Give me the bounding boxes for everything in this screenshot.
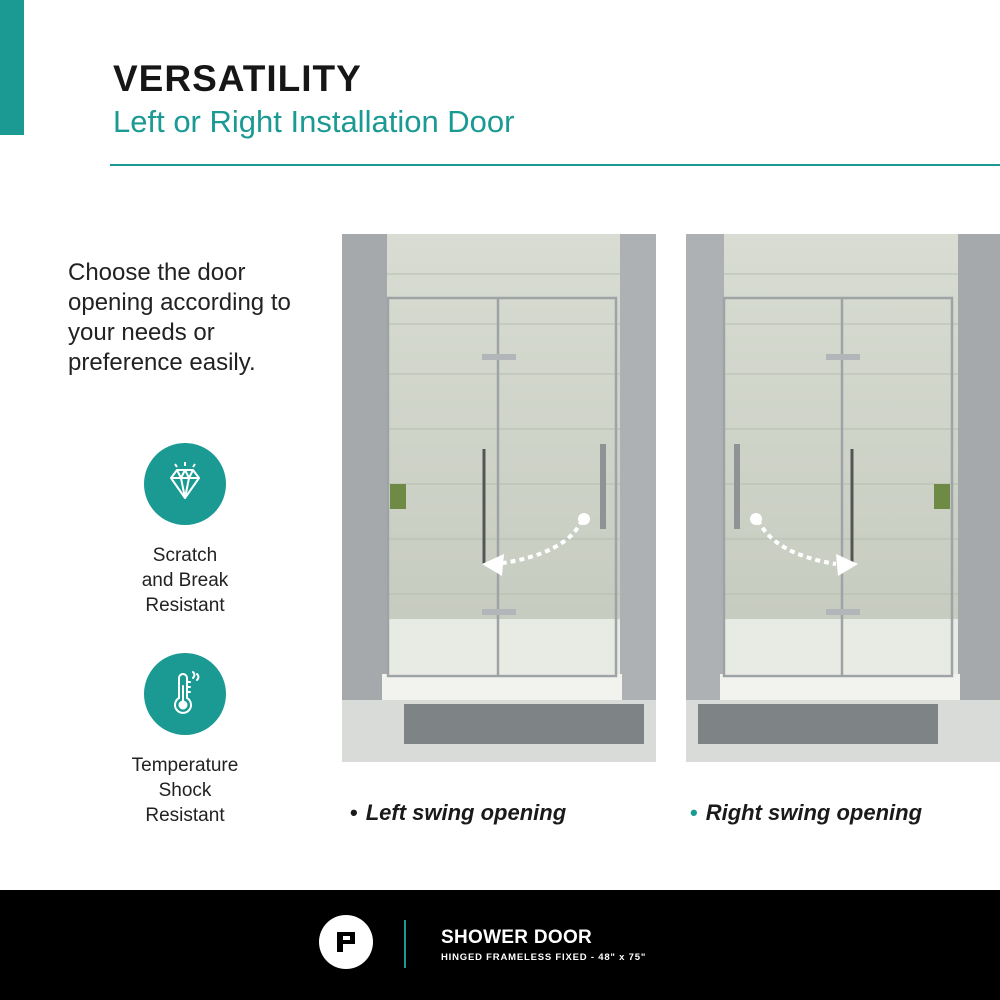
- bullet-icon: •: [350, 800, 358, 825]
- page-title: VERSATILITY: [113, 58, 362, 99]
- feature-temperature-resistant: [95, 653, 275, 828]
- feature-label: Scratch and Break Resistant: [141, 545, 229, 616]
- feature-label: Temperature Shock Resistant: [131, 755, 239, 826]
- caption-left-swing: [350, 800, 566, 826]
- feature-scratch-resistant: [95, 443, 275, 618]
- caption-right-swing: [690, 800, 922, 826]
- bullet-icon: •: [690, 800, 698, 825]
- diamond-icon: [144, 443, 226, 525]
- product-title: SHOWER DOOR: [441, 927, 593, 948]
- caption-text: Right swing opening: [705, 800, 923, 825]
- intro-text: Choose the door opening according to your needs or preference easily.: [68, 259, 291, 376]
- thermometer-icon: [144, 653, 226, 735]
- header-divider: [110, 164, 1000, 166]
- shower-photo-left: [342, 234, 656, 762]
- footer-banner: [0, 890, 1000, 1000]
- caption-text: Left swing opening: [365, 800, 567, 825]
- accent-bar: [0, 0, 24, 135]
- footer-divider: [404, 920, 406, 968]
- brand-logo-icon: [319, 915, 373, 969]
- product-subtitle: HINGED FRAMELESS FIXED - 48" x 75": [441, 952, 647, 963]
- page-subtitle: Left or Right Installation Door: [113, 104, 515, 139]
- shower-photo-right: [686, 234, 1000, 762]
